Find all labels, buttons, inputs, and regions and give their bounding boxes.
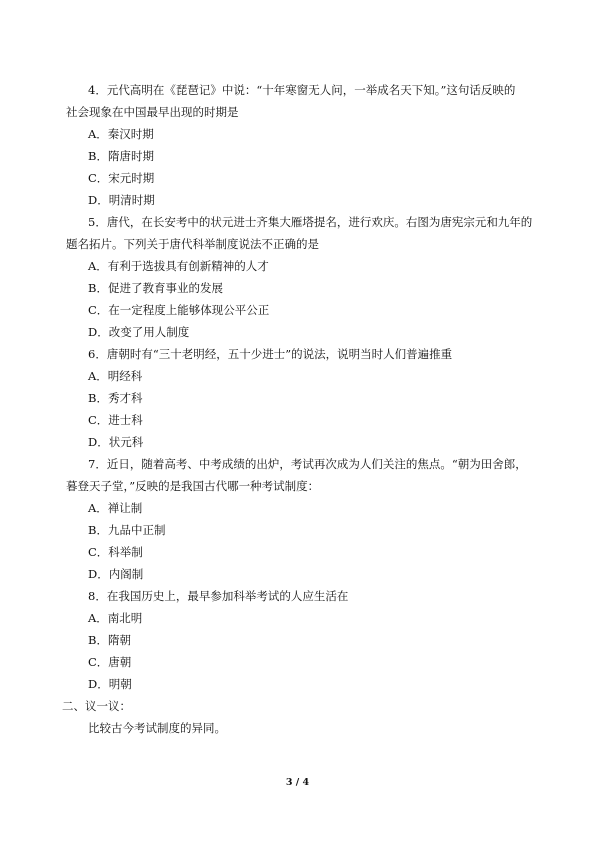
question-7-option-c: C．科举制 — [88, 545, 143, 559]
question-4-line-1: 4．元代高明在《琵琶记》中说：“十年寒窗无人问，一举成名天下知。”这句话反映的 — [88, 83, 516, 97]
question-4-option-b: B．隋唐时期 — [88, 149, 154, 163]
question-6-option-d: D．状元科 — [88, 435, 144, 449]
question-7-option-b: B．九品中正制 — [88, 523, 166, 537]
question-7-line-1: 7．近日，随着高考、中考成绩的出炉，考试再次成为人们关注的焦点。“朝为田舍郎， — [88, 457, 527, 471]
question-5-option-d: D．改变了用人制度 — [88, 325, 190, 339]
question-7-option-d: D．内阁制 — [88, 567, 144, 581]
question-8-option-b: B．隋朝 — [88, 633, 131, 647]
question-7-option-a: A．禅让制 — [88, 501, 143, 515]
question-5-line-1: 5．唐代，在长安考中的状元进士齐集大雁塔提名，进行欢庆。右图为唐宪宗元和九年的 — [88, 215, 533, 229]
section-title: 二、议一议： — [62, 699, 131, 713]
question-4-option-a: A．秦汉时期 — [88, 127, 154, 141]
question-4-option-c: C．宋元时期 — [88, 171, 155, 185]
question-4-option-d: D．明清时期 — [88, 193, 155, 207]
question-6-line-1: 6．唐朝时有“三十老明经，五十少进士”的说法，说明当时人们普遍推重 — [88, 347, 453, 361]
section-prompt: 比较古今考试制度的异同。 — [88, 721, 226, 735]
question-6-option-c: C．进士科 — [88, 413, 143, 427]
question-5-option-c: C．在一定程度上能够体现公平公正 — [88, 303, 270, 317]
page-number: 3 / 4 — [285, 777, 310, 788]
question-8-line-1: 8．在我国历史上，最早参加科举考试的人应生活在 — [88, 589, 349, 603]
question-5-option-a: A．有利于选拔具有创新精神的人才 — [88, 259, 269, 273]
question-5-option-b: B．促进了教育事业的发展 — [88, 281, 223, 295]
question-4-line-2: 社会现象在中国最早出现的时期是 — [66, 105, 239, 119]
question-5-line-2: 题名拓片。下列关于唐代科举制度说法不正确的是 — [66, 237, 319, 251]
question-8-option-a: A．南北明 — [88, 611, 143, 625]
question-8-option-d: D．明朝 — [88, 677, 132, 691]
question-8-option-c: C．唐朝 — [88, 655, 132, 669]
question-6-option-a: A．明经科 — [88, 369, 143, 383]
question-7-line-2: 暮登天子堂，”反映的是我国古代哪一种考试制度： — [66, 479, 320, 493]
question-6-option-b: B．秀才科 — [88, 391, 143, 405]
